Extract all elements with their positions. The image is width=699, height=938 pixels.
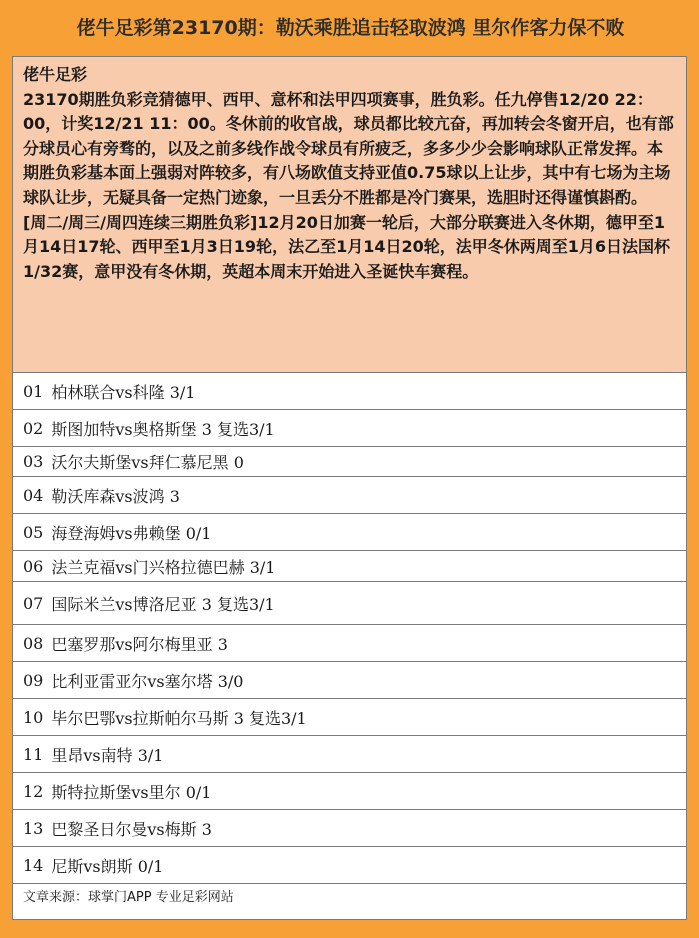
match-pick: 巴塞罗那vs阿尔梅里亚 3 xyxy=(51,634,228,654)
match-pick: 毕尔巴鄂vs拉斯帕尔马斯 3 复选3/1 xyxy=(51,708,307,728)
match-number: 04 xyxy=(23,485,44,505)
match-number: 07 xyxy=(23,593,44,613)
intro-paragraph: [周二/周三/周四连续三期胜负彩]12月20日加赛一轮后，大部分联赛进入冬休期，德甲至1月14日17轮、西甲至1月3日19轮，法乙至1月14日20轮，法甲冬休两周至1月6日法国杯1/32赛，意甲没有冬休期，英超本周末开始进入圣诞快车赛程。 xyxy=(23,212,670,281)
match-number: 09 xyxy=(23,670,44,690)
match-list xyxy=(13,373,686,884)
article-source: 文章来源：球掌门APP 专业足彩网站 xyxy=(23,890,234,905)
intro-paragraph: 23170期胜负彩竞猜德甲、西甲、意杯和法甲四项赛事，胜负彩。任九停售12/20 22：00，计奖12/21 11：00。冬休前的收官战，球员都比较亢奋，再加转会冬窗开启，也有部分球员心有旁骛的，以及之前多线作战令球员有所疲乏，多多少少会影响球队正常发挥。本期胜负彩基本面上强弱对阵较多，有八场欧值支持亚值0.75球以上让步，其中有七场为主场球队让步，无疑具备一定热门迹象，一旦丢分不胜都是冷门赛果，选胆时还得谨慎斟酌。 xyxy=(23,89,674,207)
match-number: 03 xyxy=(23,452,44,471)
match-pick: 国际米兰vs博洛尼亚 3 复选3/1 xyxy=(51,594,275,614)
match-number: 11 xyxy=(23,744,44,764)
match-pick: 斯图加特vs奥格斯堡 3 复选3/1 xyxy=(51,419,275,439)
match-row xyxy=(13,514,686,551)
match-row xyxy=(13,410,686,447)
match-pick: 斯特拉斯堡vs里尔 0/1 xyxy=(51,782,212,802)
match-row xyxy=(13,625,686,662)
page-title: 佬牛足彩第23170期：勒沃乘胜追击轻取波鸿 里尔作客力保不败 xyxy=(76,17,625,39)
match-number: 02 xyxy=(23,418,44,438)
match-row xyxy=(13,447,686,477)
match-pick: 勒沃库森vs波鸿 3 xyxy=(51,486,180,506)
match-pick: 里昂vs南特 3/1 xyxy=(51,745,164,765)
intro-section xyxy=(13,57,686,373)
match-pick: 沃尔夫斯堡vs拜仁慕尼黑 0 xyxy=(51,453,244,472)
intro-author: 佬牛足彩 xyxy=(23,65,88,84)
match-row xyxy=(13,551,686,582)
match-number: 05 xyxy=(23,522,44,542)
match-number: 10 xyxy=(23,707,44,727)
match-pick: 柏林联合vs科隆 3/1 xyxy=(51,382,196,402)
match-row xyxy=(13,810,686,847)
match-row xyxy=(13,736,686,773)
match-number: 08 xyxy=(23,633,44,653)
match-row xyxy=(13,847,686,884)
match-row xyxy=(13,477,686,514)
match-row xyxy=(13,699,686,736)
match-row xyxy=(13,773,686,810)
match-pick: 海登海姆vs弗赖堡 0/1 xyxy=(51,523,212,543)
content-sheet xyxy=(12,56,687,920)
match-row xyxy=(13,662,686,699)
match-number: 06 xyxy=(23,556,44,576)
match-number: 13 xyxy=(23,818,44,838)
match-pick: 尼斯vs朗斯 0/1 xyxy=(51,856,164,876)
match-row xyxy=(13,582,686,625)
match-pick: 巴黎圣日尔曼vs梅斯 3 xyxy=(51,819,212,839)
match-pick: 比利亚雷亚尔vs塞尔塔 3/0 xyxy=(51,671,244,691)
match-row xyxy=(13,373,686,410)
match-number: 14 xyxy=(23,855,44,875)
match-pick: 法兰克福vs门兴格拉德巴赫 3/1 xyxy=(51,557,276,577)
match-number: 12 xyxy=(23,781,44,801)
match-number: 01 xyxy=(23,381,44,401)
